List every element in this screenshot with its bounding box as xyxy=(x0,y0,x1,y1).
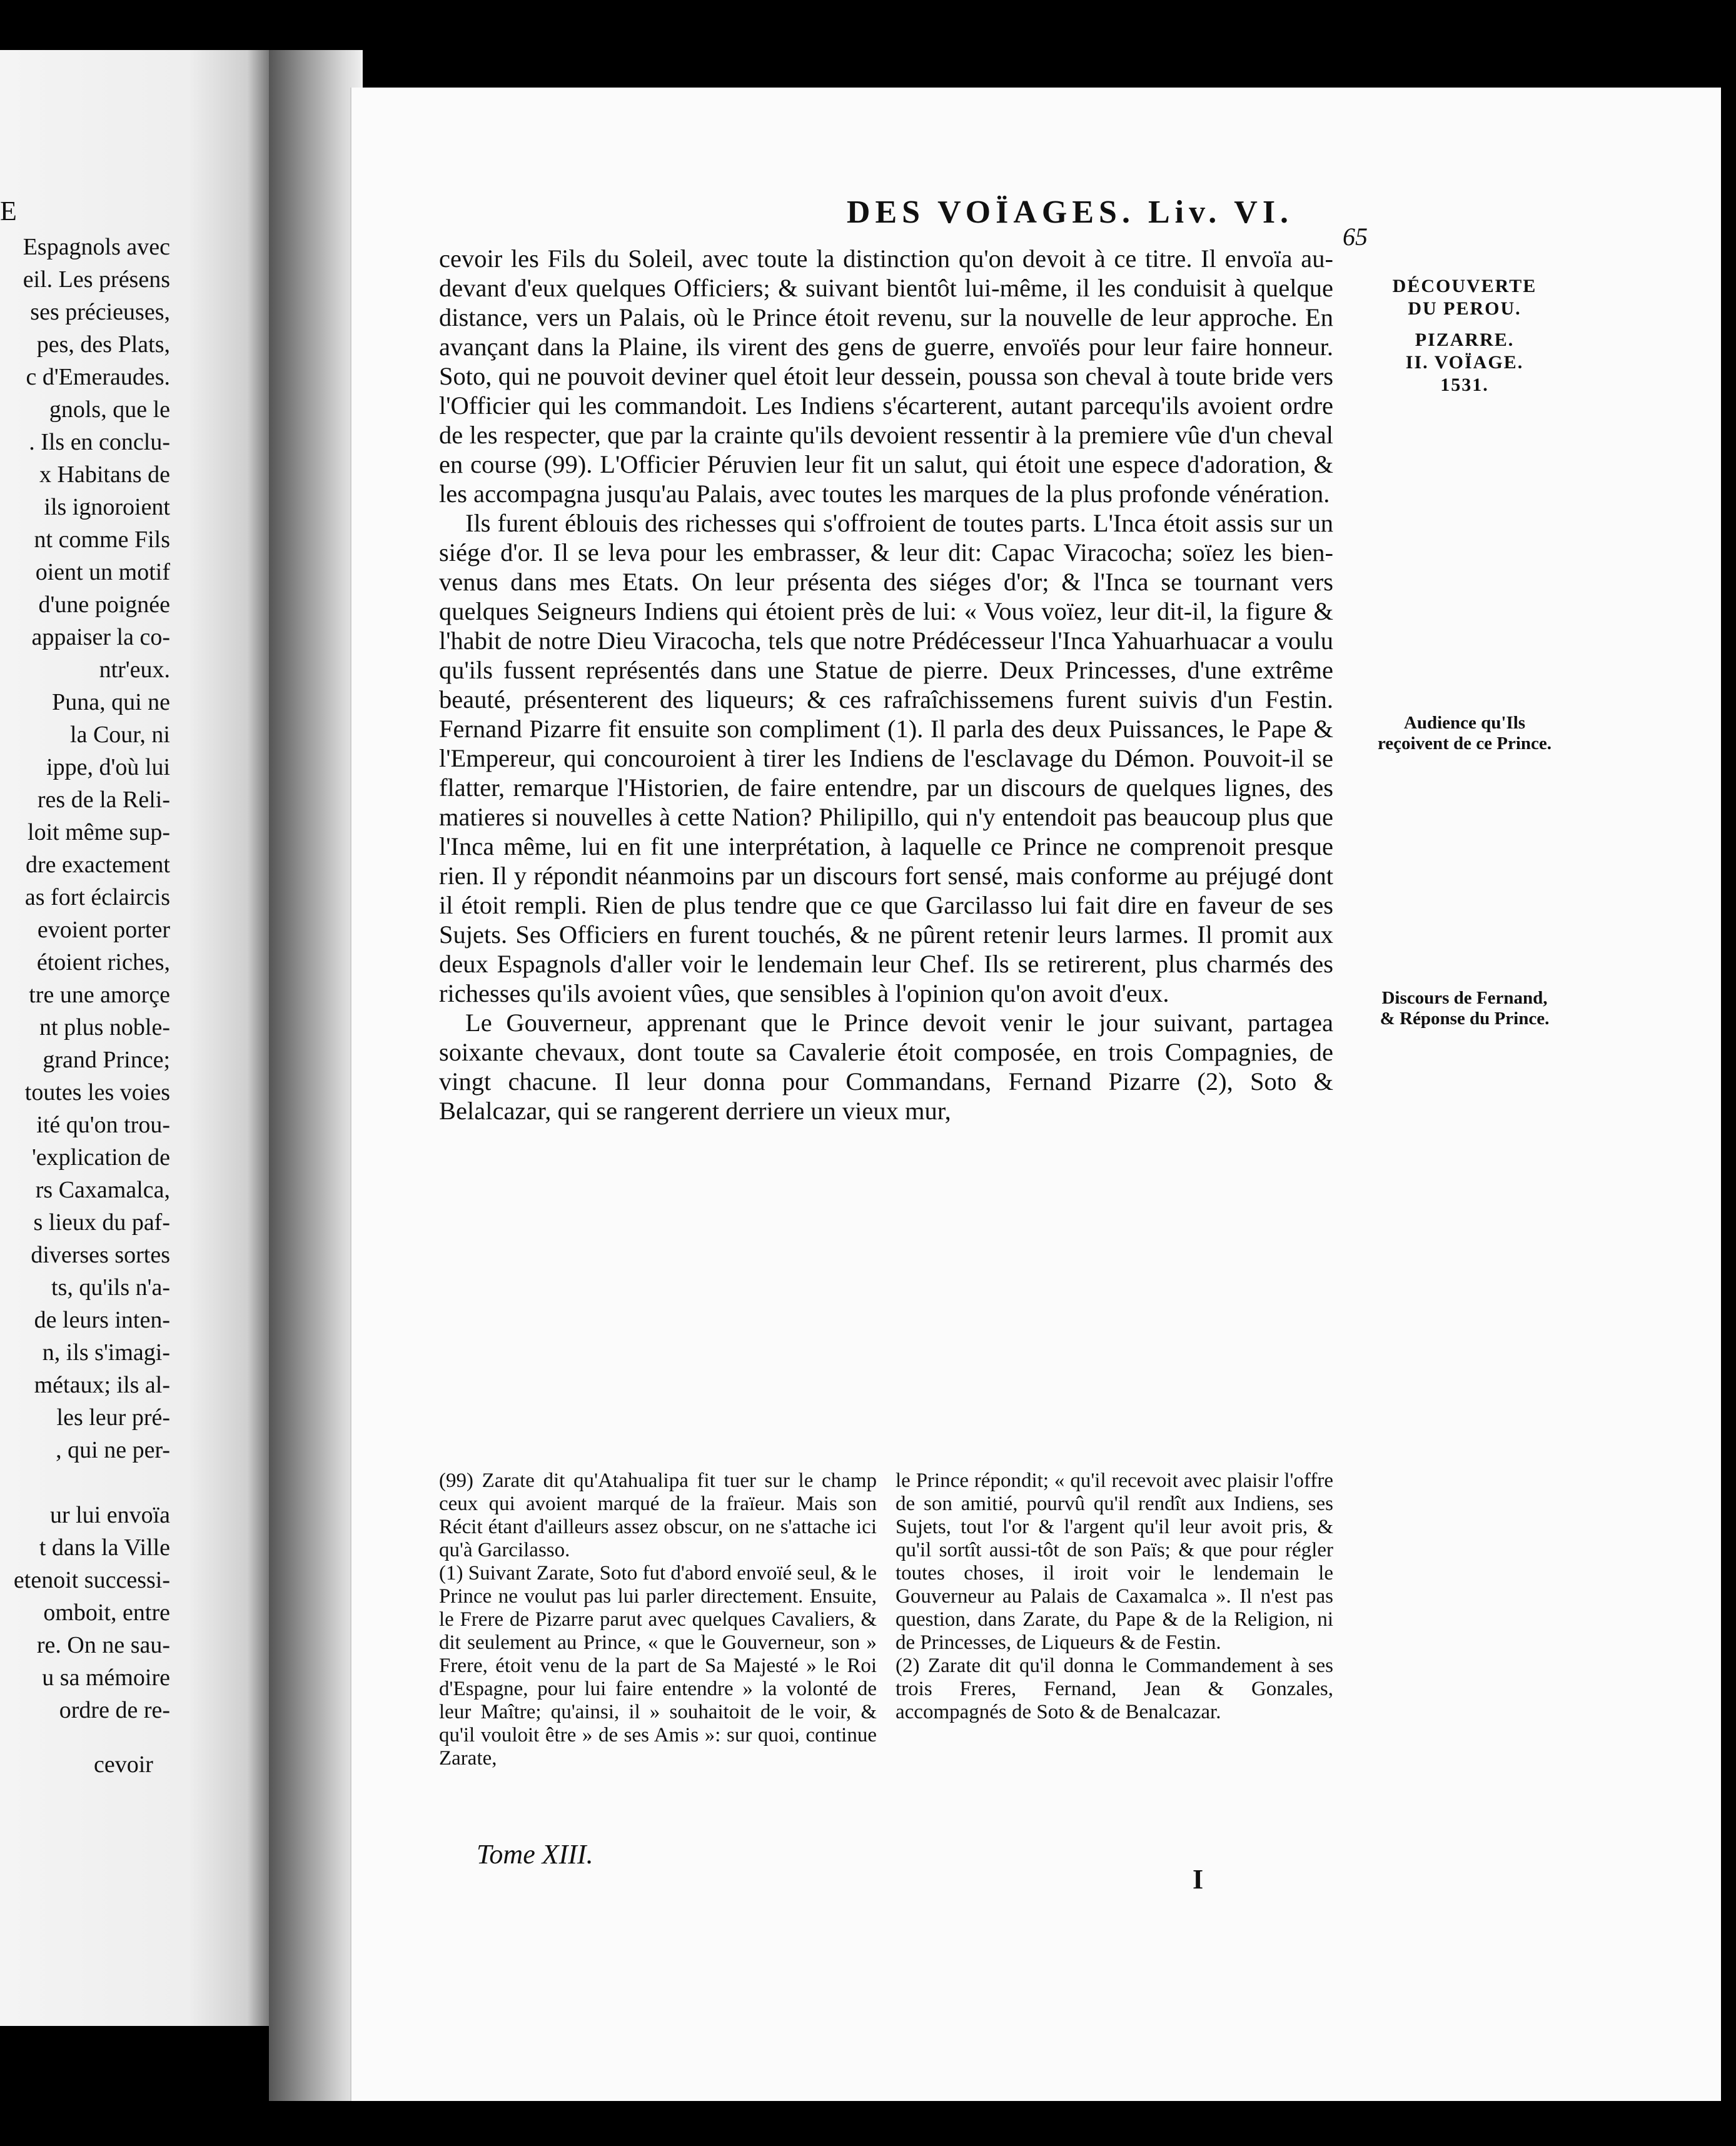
left-page-line: appaiser la co- xyxy=(31,624,170,650)
side-note-discours: Discours de Fernand, & Réponse du Prince. xyxy=(1380,988,1550,1029)
left-page-line: gnols, que le xyxy=(49,396,170,423)
footnote-1: (1) Suivant Zarate, Soto fut d'abord envoïé seul, & le Prince ne voulut pas lui parler directement. Ensuite, le Frere de Pizarre parut avec quelques Cavaliers, & dit seulement au Prince, « que le Gouverneur, son » Frere, étoit venu de la part de Sa Majesté » le Roi d'Espagne, pour lui faire entendre » la volonté de leur Maître; qu'ainsi, il » souhaitoit de le voir, & qu'il vouloit être » de ses Amis »: sur quoi, continue Zarate, xyxy=(439,1562,877,1770)
left-page-line: eil. Les présens xyxy=(23,266,170,293)
left-page-line: t dans la Ville xyxy=(39,1534,170,1561)
left-page-line: x Habitans de xyxy=(39,461,170,488)
left-page-line: ts, qu'ils n'a- xyxy=(51,1274,170,1301)
left-page-line: oient un motif xyxy=(35,559,170,585)
left-page-line: étoient riches, xyxy=(36,949,170,975)
left-page-line: toutes les voies xyxy=(24,1079,170,1106)
margin-heading-line: PIZARRE. xyxy=(1415,330,1515,350)
left-page-line: ur lui envoïa xyxy=(49,1502,170,1528)
left-page-line: Puna, qui ne xyxy=(52,689,170,715)
footnote-99: (99) Zarate dit qu'Atahualipa fit tuer sur le champ ceux qui avoient marqué de la fraïeur. Mais son Récit étant d'ailleurs assez obscur, on ne s'attache ici qu'à Garcilasso. xyxy=(439,1469,877,1561)
left-page-line: diverses sortes xyxy=(31,1242,170,1268)
left-page-line: la Cour, ni xyxy=(70,722,170,748)
footnote-2: (2) Zarate dit qu'il donna le Commandement à ses trois Freres, Fernand, Jean & Gonzales, accompagnés de Soto & de Benalcazar. xyxy=(896,1655,1333,1723)
left-page-catchword: cevoir xyxy=(94,1751,153,1778)
left-page-line: nt plus noble- xyxy=(39,1014,170,1040)
left-page-line: ordre de re- xyxy=(59,1697,170,1723)
left-page-line: d'une poignée xyxy=(38,592,170,618)
left-page-line: ses précieuses, xyxy=(30,299,170,325)
side-note-audience: Audience qu'Ils reçoivent de ce Prince. xyxy=(1377,713,1552,753)
left-page-line: res de la Reli- xyxy=(37,787,170,813)
margin-heading-line: II. VOÏAGE. xyxy=(1405,352,1524,373)
left-page-line: etenoit successi- xyxy=(13,1567,170,1593)
margin-heading-line: DÉCOUVERTE xyxy=(1392,276,1537,296)
margin-notes xyxy=(1377,275,1552,1029)
page-number: 65 xyxy=(1343,223,1368,251)
left-page-line: dre exactement xyxy=(25,852,170,878)
left-page-line: . Ils en conclu- xyxy=(29,429,170,455)
left-page-top-letter: E xyxy=(0,196,17,226)
left-page-line: Espagnols avec xyxy=(23,234,170,260)
footnotes xyxy=(439,1469,1333,1770)
left-page-line: de leurs inten- xyxy=(34,1307,170,1333)
margin-heading-line: 1531. xyxy=(1440,375,1489,395)
book-gutter xyxy=(269,50,363,2101)
left-page-line: tre une amorçe xyxy=(29,982,170,1008)
margin-heading xyxy=(1377,275,1552,396)
left-page-line: re. On ne sau- xyxy=(36,1632,170,1658)
paragraph-2: Ils furent éblouis des richesses qui s'offroient de toutes parts. L'Inca étoit assis sur un siége d'or. Il se leva pour les embrasser, & leur dit: Capac Viracocha; soïez les bien-venus dans mes Etats. On leur présenta des siéges d'or; & l'Inca se tournant vers quelques Seigneurs Indiens qui étoient près de lui: « Vous voïez, leur dit-il, la figure & l'habit de notre Dieu Viracocha, tels que notre Prédécesseur l'Inca Yahuarhuacar a voulu qu'ils fussent représentés dans une Statue de pierre. Deux Princesses, d'une extrême beauté, présenterent des liqueurs; & ces rafraîchissemens furent suivis d'un Festin. Fernand Pizarre fit ensuite son compliment (1). Il parla des deux Puissances, le Pape & l'Empereur, qui concouroient à tirer les Indiens de l'esclavage du Démon. Pouvoit-il se flatter, remarque l'Historien, de faire entendre, par un discours de quelques lignes, des matieres si nouvelles à cette Nation? Philipillo, qui n'y entendoit pas beaucoup plus que l'Inca même, lui en fit une interprétation, à laquelle ce Prince ne comprenoit presque rien. Il y répondit néanmoins par un discours fort sensé, mais conforme au préjugé dont il étoit rempli. Rien de plus tendre que ce que Garcilasso lui fait dire en faveur de ses Sujets. Ses Officiers en furent touchés, & ne pûrent retenir leurs larmes. Il promit aux deux Espagnols d'aller voir le lendemain leur Chef. Ils se retirerent, plus charmés des richesses qu'ils avoient vûes, que sensibles à l'opinion qu'on avoit d'eux. xyxy=(439,509,1333,1007)
left-page-line: s lieux du paf- xyxy=(33,1209,170,1236)
footnote-1-continued: le Prince répondit; « qu'il recevoit avec plaisir l'offre de son amitié, pourvû qu'il rendît aux Indiens, ses Sujets, tout l'or & l'argent qu'il leur avoit pris, & qu'il sortît aussi-tôt de son Païs; & que pour régler toutes choses, il iroit voir le lendemain le Gouverneur au Palais de Caxamalca ». Il n'est pas question, dans Zarate, du Pape & de la Religion, ni de Princesses, de Liqueurs & de Festin. xyxy=(896,1469,1333,1654)
left-page-line: ité qu'on trou- xyxy=(36,1112,170,1138)
left-page-line: grand Prince; xyxy=(43,1047,170,1073)
paragraph-1: cevoir les Fils du Soleil, avec toute la distinction qu'on devoit à ce titre. Il envoïa au-devant d'eux quelques Officiers; & suivant bientôt lui-même, il les conduisit à quelque distance, vers un Palais, où le Prince étoit revenu, sur la nouvelle de leur approche. En avançant dans la Plaine, ils virent des gens de guerre, envoïés pour leur faire honneur. Soto, qui ne pouvoit deviner quel étoit leur dessein, poussa son cheval à toute bride vers l'Officier qui les commandoit. Les Indiens s'écarterent, autant parcequ'ils avoient ordre de les respecter, que par la crainte qu'ils devoient ressentir à la premiere vûe d'un cheval en course (99). L'Officier Péruvien leur fit un salut, qui étoit une espece d'adoration, & les accompagna jusqu'au Palais, avec toutes les marques de la plus profonde vénération. xyxy=(439,244,1333,508)
right-page xyxy=(350,88,1721,2101)
left-facing-page xyxy=(0,50,269,2026)
paragraph-3: Le Gouverneur, apprenant que le Prince devoit venir le jour suivant, partagea soixante chevaux, dont toute sa Cavalerie étoit composée, en trois Compagnies, de vingt chacune. Il leur donna pour Commandans, Fernand Pizarre (2), Soto & Belalcazar, qui se rangerent derriere un vieux mur, xyxy=(439,1009,1333,1125)
left-page-line: pes, des Plats, xyxy=(36,331,170,358)
left-page-line: les leur pré- xyxy=(56,1404,170,1431)
left-page-line: c d'Emeraudes. xyxy=(26,364,170,390)
signature-volume: Tome XIII. xyxy=(477,1839,593,1870)
left-page-line: nt comme Fils xyxy=(34,526,170,553)
running-head: DES VOÏAGES. Liv. VI. xyxy=(846,194,1294,230)
left-page-line: métaux; ils al- xyxy=(34,1372,170,1398)
margin-heading-line: DU PEROU. xyxy=(1408,298,1522,319)
left-page-line: n, ils s'imagi- xyxy=(42,1339,170,1366)
left-page-line: u sa mémoire xyxy=(42,1665,170,1691)
left-page-line: ntr'eux. xyxy=(99,657,170,683)
main-text xyxy=(439,244,1333,1126)
signature-mark: I xyxy=(1193,1864,1204,1895)
left-page-line: , qui ne per- xyxy=(56,1437,170,1463)
left-page-line: loit même sup- xyxy=(28,819,170,845)
left-page-line: omboit, entre xyxy=(43,1599,170,1626)
left-page-line: rs Caxamalca, xyxy=(35,1177,170,1203)
footnote-column-left xyxy=(439,1469,877,1770)
footnote-column-right xyxy=(896,1469,1333,1770)
left-page-line: 'explication de xyxy=(31,1144,170,1171)
left-page-line: as fort éclaircis xyxy=(24,884,170,910)
left-page-line: ils ignoroient xyxy=(44,494,170,520)
left-page-line: ippe, d'où lui xyxy=(46,754,170,780)
left-page-line: evoient porter xyxy=(37,917,170,943)
